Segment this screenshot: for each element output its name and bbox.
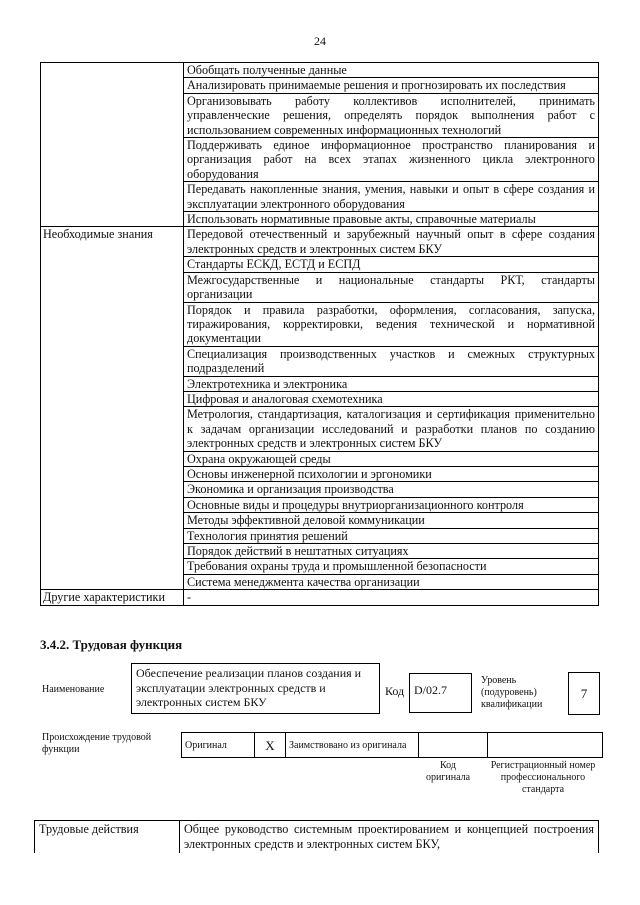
table-row [35, 821, 599, 854]
function-name-box: Обеспечение реализации планов создания и эксплуатации электронных средств и электронных систем БКУ [131, 663, 380, 714]
knowledge-label: Необходимые знания [41, 227, 184, 590]
knowledge-item: Электротехника и электроника [184, 376, 599, 391]
code-label: Код [385, 684, 405, 698]
knowledge-item: Метрология, стандартизация, каталогизация и сертификация применительно к задачам организации исследований и разработки планов по созданию электронных средств и электронных систем БКУ [184, 407, 599, 451]
labour-actions-label: Трудовые действия [35, 821, 180, 854]
function-code-box: D/02.7 [409, 673, 472, 713]
knowledge-item: Экономика и организация производства [184, 482, 599, 497]
other-characteristics-label: Другие характеристики [41, 590, 184, 605]
skill-item: Организовывать работу коллективов исполнителей, принимать управленческие решения, определять порядок выполнения работ с использованием современных информационных технологий [184, 93, 599, 137]
original-label: Оригинал [182, 733, 255, 758]
table-row [41, 590, 599, 605]
knowledge-item: Порядок и правила разработки, оформления, согласования, запуска, тиражирования, корректировки, ведения технической и нормативной документации [184, 302, 599, 346]
name-label: Наименование [42, 684, 105, 695]
original-mark: X [255, 733, 286, 758]
labour-actions-table [34, 820, 599, 853]
origin-table [181, 732, 603, 758]
level-label: Уровень (подуровень) квалификации [481, 675, 543, 710]
knowledge-item: Основы инженерной психологии и эргономики [184, 466, 599, 481]
table-row [41, 227, 599, 257]
skill-item: Анализировать принимаемые решения и прогнозировать их последствия [184, 78, 599, 93]
reg-caption: Регистрационный номер профессионального стандарта [490, 760, 596, 795]
knowledge-item: Порядок действий в нештатных ситуациях [184, 544, 599, 559]
skill-item: Обобщать полученные данные [184, 63, 599, 78]
knowledge-item: Межгосударственные и национальные стандарты РКТ, стандарты организации [184, 272, 599, 302]
borrowed-label: Заимствовано из оригинала [286, 733, 419, 758]
section-title: 3.4.2. Трудовая функция [40, 637, 183, 652]
knowledge-item: Охрана окружающей среды [184, 451, 599, 466]
knowledge-item: Технология принятия решений [184, 528, 599, 543]
registration-number-cell [488, 733, 603, 758]
knowledge-item: Требования охраны труда и промышленной безопасности [184, 559, 599, 574]
knowledge-item: Передовой отечественный и зарубежный научный опыт в сфере создания электронных средств и электронных систем БКУ [184, 227, 599, 257]
skill-item: Передавать накопленные знания, умения, навыки и опыт в сфере создания и эксплуатации электронного оборудования [184, 182, 599, 212]
labour-action-item: Общее руководство системным проектированием и концепцией построения электронных средств и электронных систем БКУ, [180, 821, 599, 854]
page-number: 24 [314, 34, 326, 48]
knowledge-item: Основные виды и процедуры внутриорганизационного контроля [184, 497, 599, 512]
origin-label: Происхождение трудовой функции [42, 732, 152, 755]
original-code-cell [419, 733, 488, 758]
table-row [41, 63, 599, 78]
knowledge-item: Методы эффективной деловой коммуникации [184, 513, 599, 528]
knowledge-item: Стандарты ЕСКД, ЕСТД и ЕСПД [184, 257, 599, 272]
skill-item: Использовать нормативные правовые акты, справочные материалы [184, 212, 599, 227]
other-characteristics-value: - [184, 590, 599, 605]
table-row [182, 733, 603, 758]
knowledge-item: Цифровая и аналоговая схемотехника [184, 391, 599, 406]
level-value-box: 7 [568, 672, 600, 715]
skill-item: Поддерживать единое информационное пространство планирования и организация работ на всех этапах жизненного цикла электронного оборудования [184, 138, 599, 182]
knowledge-item: Система менеджмента качества организации [184, 574, 599, 589]
skills-label-cell [41, 63, 184, 227]
requirements-table [40, 62, 599, 606]
code-caption: Код оригинала [425, 760, 471, 783]
knowledge-item: Специализация производственных участков и смежных структурных подразделений [184, 346, 599, 376]
